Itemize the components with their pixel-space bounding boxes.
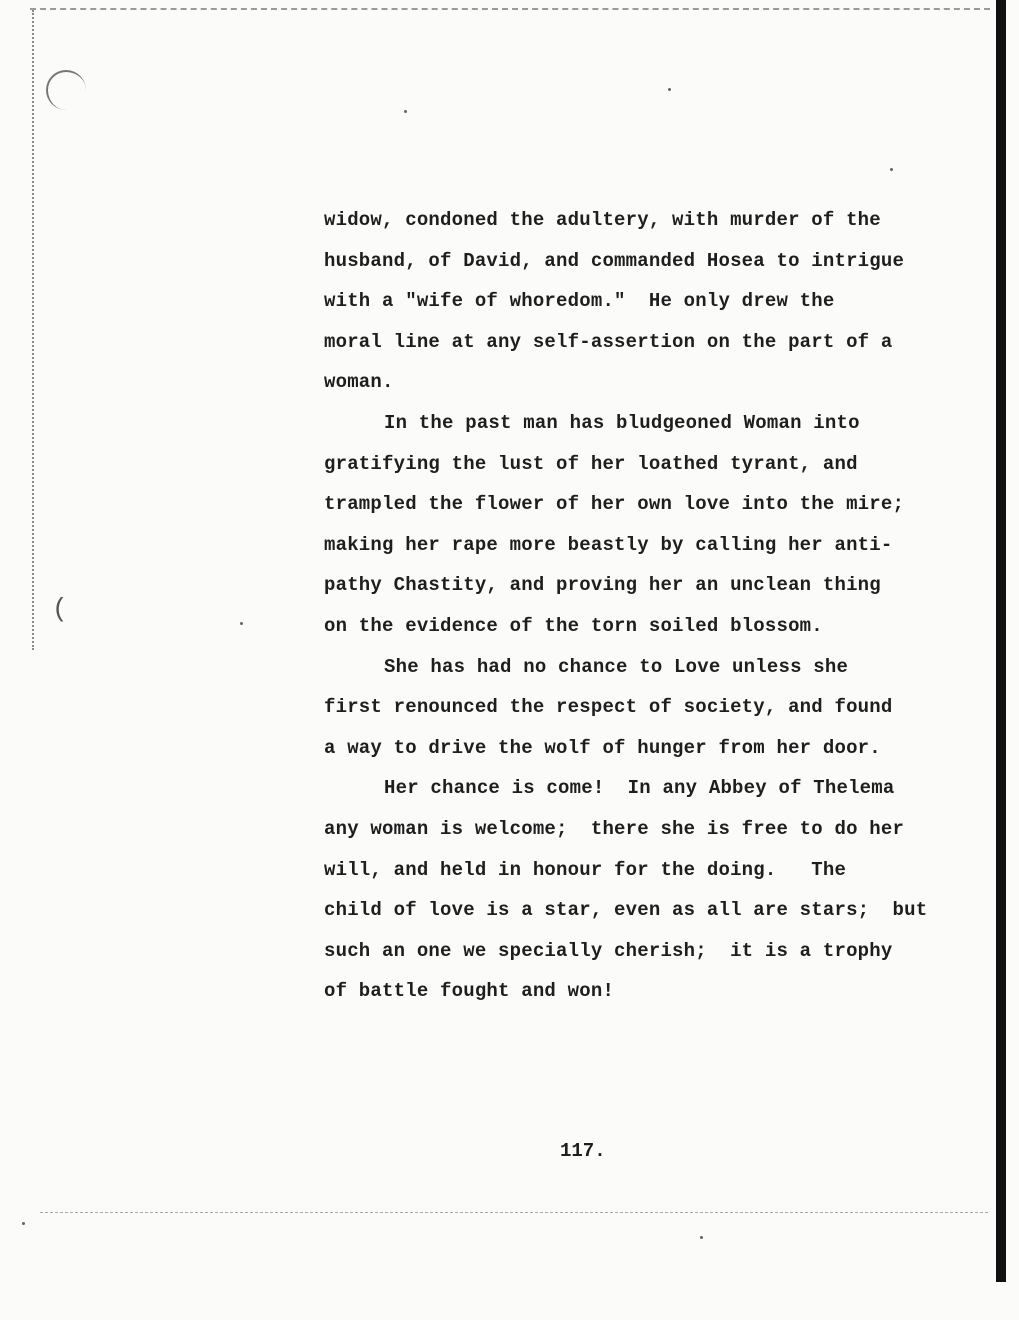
ink-speck bbox=[890, 168, 893, 171]
text-line: widow, condoned the adultery, with murder of the bbox=[324, 209, 881, 231]
ink-speck bbox=[668, 88, 671, 91]
text-line: husband, of David, and commanded Hosea to intrigue bbox=[324, 249, 905, 272]
margin-mark: ( bbox=[52, 594, 68, 624]
text-line: making her rape more beastly by calling her anti- bbox=[324, 533, 893, 556]
page-left-edge bbox=[32, 10, 34, 650]
page-top-edge bbox=[30, 8, 990, 10]
text-line: gratifying the lust of her loathed tyrant, and bbox=[324, 452, 858, 475]
ink-speck bbox=[404, 110, 407, 113]
text-line: on the evidence of the torn soiled blossom. bbox=[324, 614, 823, 637]
page-right-edge bbox=[996, 0, 1006, 1282]
text-line: moral line at any self-assertion on the part of a bbox=[324, 330, 893, 353]
text-line: woman. bbox=[324, 371, 394, 394]
ink-speck bbox=[22, 1222, 25, 1225]
text-line: of battle fought and won! bbox=[324, 980, 615, 1003]
ink-blot bbox=[46, 70, 86, 110]
text-line: trampled the flower of her own love into the mire; bbox=[324, 493, 905, 516]
text-line: such an one we specially cherish; it is a trophy bbox=[324, 939, 893, 962]
paragraph-start-line: She has had no chance to Love unless she bbox=[384, 655, 849, 678]
ink-speck bbox=[240, 622, 243, 625]
text-line: first renounced the respect of society, and found bbox=[324, 696, 893, 719]
text-line: will, and held in honour for the doing. The bbox=[324, 858, 847, 881]
page-bottom-edge bbox=[40, 1212, 988, 1213]
text-line: a way to drive the wolf of hunger from her door. bbox=[324, 736, 881, 759]
page-number: 117. bbox=[560, 1140, 606, 1162]
ink-speck bbox=[700, 1236, 703, 1239]
text-line: any woman is welcome; there she is free to do her bbox=[324, 817, 905, 840]
text-line: child of love is a star, even as all are stars; but bbox=[324, 899, 928, 922]
paragraph-start-line: In the past man has bludgeoned Woman into bbox=[384, 411, 860, 434]
text-line: pathy Chastity, and proving her an unclean thing bbox=[324, 574, 881, 597]
text-line: with a "wife of whoredom." He only drew the bbox=[324, 290, 835, 313]
paragraph-start-line: Her chance is come! In any Abbey of Thelema bbox=[384, 777, 895, 800]
body-text bbox=[324, 200, 984, 1012]
